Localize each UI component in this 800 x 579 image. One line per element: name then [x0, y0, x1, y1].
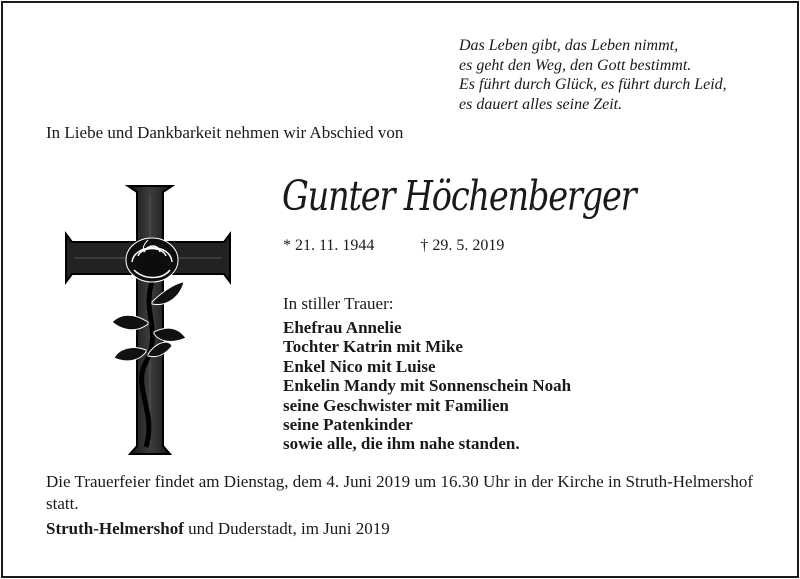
mourner-line: Tochter Katrin mit Mike [283, 337, 463, 357]
mourner-line: seine Geschwister mit Familien [283, 395, 509, 415]
mourner-line: seine Patenkinder [283, 415, 413, 435]
mourner-line: Enkelin Mandy mit Sonnenschein Noah [283, 376, 572, 396]
funeral-info: Die Trauerfeier findet am Dienstag, dem 4. Juni 2019 um 16.30 Uhr in der Kirche in Struth-Helmershof statt. [46, 472, 753, 513]
mourner-line: Enkel Nico mit Luise [283, 356, 436, 376]
birth-date: * 21. 11. 1944 [283, 237, 375, 254]
place-and-date [46, 519, 390, 539]
poem-line: es geht den Weg, den Gott bestimmt. [459, 56, 692, 74]
poem-line: Es führt durch Glück, es führt durch Leid, [459, 76, 727, 93]
place-bold: Struth-Helmershof [46, 519, 184, 538]
mourner-line: Ehefrau Annelie [283, 318, 402, 337]
poem-line: es dauert alles seine Zeit. [459, 95, 623, 113]
death-date: † 29. 5. 2019 [420, 237, 505, 254]
place-rest: und Duderstadt, im Juni 2019 [183, 519, 390, 538]
cross-with-rose-icon [62, 182, 234, 457]
life-dates [283, 237, 504, 255]
deceased-name: Gunter Höchenberger [282, 172, 636, 220]
mourner-line: sowie alle, die ihm nahe standen. [283, 434, 520, 454]
mourning-heading: In stiller Trauer: [283, 294, 394, 313]
poem [459, 36, 727, 114]
intro-text: In Liebe und Dankbarkeit nehmen wir Abschied von [46, 123, 404, 142]
poem-line: Das Leben gibt, das Leben nimmt, [459, 37, 679, 54]
mourner-list [283, 318, 571, 454]
